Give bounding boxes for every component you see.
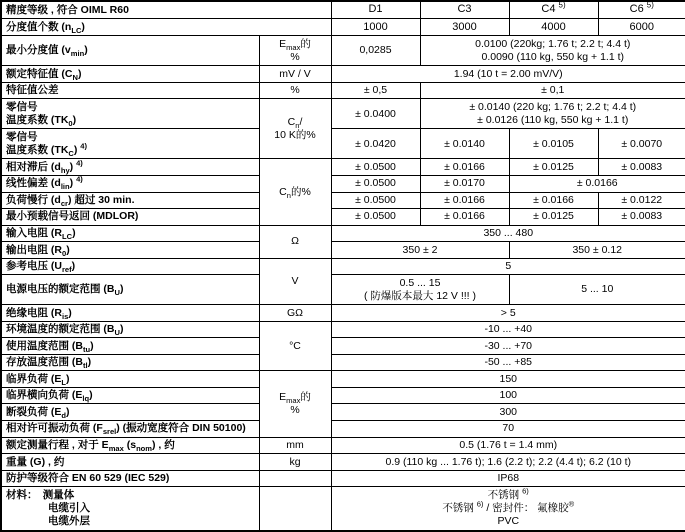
label-cell: 重量 (G) , 约 (1, 454, 259, 471)
value-cell: ± 0.0500 (331, 159, 420, 176)
label-cell: 绝缘电阻 $(R_{is})$ (1, 305, 259, 322)
unit-cell: $C_n/$ 10 K的% (259, 99, 331, 159)
label-cell: 使用温度范围 $(B_{tu})$ (1, 338, 259, 355)
table-row (1, 258, 685, 275)
value-cell: ± 0.0166 (509, 192, 598, 209)
value-cell: ± 0.0083 (598, 209, 685, 226)
unit-cell: °C (259, 321, 331, 371)
label-cell: 输入电阻 $(R_{LC})$ (1, 225, 259, 242)
table-row (1, 354, 685, 371)
label-cell: 电源电压的额定范围 $(B_U)$ (1, 275, 259, 305)
value-cell: 5 ... 10 (509, 275, 685, 305)
value-cell: ± 0.0166 (509, 175, 685, 192)
table-row (1, 305, 685, 322)
value-cell: 1.94 (10 t = 2.00 mV/V) (331, 66, 685, 83)
value-cell: ± 0.0125 (509, 159, 598, 176)
label-cell: 零信号 温度系数 $(TK_0)$ (1, 99, 259, 129)
value-cell: ± 0.0166 (420, 209, 509, 226)
table-row (1, 1, 685, 19)
colhead-cell: C6 $^{5)}$ (598, 1, 685, 19)
value-cell: ± 0.0070 (598, 129, 685, 159)
unit-cell: mV / V (259, 66, 331, 83)
value-cell: ± 0.0420 (331, 129, 420, 159)
value-cell: IP68 (331, 470, 685, 487)
table-row (1, 209, 685, 226)
label-cell: 相对许可振动负荷 $(F_{srel})$ (振动宽度符合 DIN 50100) (1, 421, 259, 438)
value-cell: 0.9 (110 kg ... 1.76 t); 1.6 (2.2 t); 2.2 (4.4 t); 6.2 (10 t) (331, 454, 685, 471)
colhead-cell: 6000 (598, 19, 685, 36)
table-row (1, 321, 685, 338)
table-row (1, 242, 685, 259)
unit-cell: Ω (259, 225, 331, 258)
unit-cell (259, 487, 331, 531)
label-cell: 特征值公差 (1, 82, 259, 99)
value-cell: ± 0.0166 (420, 192, 509, 209)
value-cell: 0,0285 (331, 36, 420, 66)
table-row (1, 159, 685, 176)
table-row (1, 129, 685, 159)
value-cell: ± 0,1 (420, 82, 685, 99)
value-cell: -50 ... +85 (331, 354, 685, 371)
unit-cell: $C_n$的% (259, 159, 331, 225)
value-cell: 0.0100 (220kg; 1.76 t; 2.2 t; 4.4 t) 0.0090 (110 kg, 550 kg + 1.1 t) (420, 36, 685, 66)
unit-cell: mm (259, 437, 331, 454)
value-cell: ± 0.0083 (598, 159, 685, 176)
value-cell: ± 0.0166 (420, 159, 509, 176)
value-cell: ± 0.0125 (509, 209, 598, 226)
value-cell: ± 0.0500 (331, 175, 420, 192)
value-cell: ± 0.0500 (331, 209, 420, 226)
unit-cell: V (259, 258, 331, 305)
value-cell: 0.5 (1.76 t = 1.4 mm) (331, 437, 685, 454)
table-row (1, 192, 685, 209)
label-cell: 精度等级 , 符合 OIML R60 (1, 1, 331, 19)
value-cell: ± 0.0122 (598, 192, 685, 209)
label-cell: 分度值个数 $(n_{LC})$ (1, 19, 331, 36)
table-row (1, 404, 685, 421)
table-row (1, 437, 685, 454)
table-row (1, 454, 685, 471)
value-cell: ± 0.0105 (509, 129, 598, 159)
value-cell: -30 ... +70 (331, 338, 685, 355)
label-cell: 输出电阻 $(R_0)$ (1, 242, 259, 259)
value-cell: 0.5 ... 15 ( 防爆版本最大 12 V !!! ) (331, 275, 509, 305)
table-row (1, 82, 685, 99)
colhead-cell: C3 (420, 1, 509, 19)
value-cell: 300 (331, 404, 685, 421)
table-row (1, 36, 685, 66)
table-row (1, 470, 685, 487)
label-cell: 临界横向负荷 $(E_{lq})$ (1, 387, 259, 404)
label-cell: 断裂负荷 $(E_d)$ (1, 404, 259, 421)
colhead-cell: C4 $^{5)}$ (509, 1, 598, 19)
value-cell: 100 (331, 387, 685, 404)
unit-cell: $E_{max}$的 % (259, 371, 331, 437)
label-cell: 额定测量行程 , 对于 $E_{max}$ $(s_{nom})$ , 约 (1, 437, 259, 454)
table-row (1, 225, 685, 242)
label-cell: 最小分度值 $(v_{min})$ (1, 36, 259, 66)
table-row (1, 371, 685, 388)
table-row (1, 387, 685, 404)
label-cell: 负荷慢行 $(d_{cr})$ 超过 30 min. (1, 192, 259, 209)
value-cell: > 5 (331, 305, 685, 322)
label-cell: 额定特征值 $(C_N)$ (1, 66, 259, 83)
colhead-cell: 3000 (420, 19, 509, 36)
label-cell: 零信号 温度系数 $(TK_C)$ $^{4)}$ (1, 129, 259, 159)
label-cell: 参考电压 $(U_{ref})$ (1, 258, 259, 275)
table-row (1, 487, 685, 531)
label-cell: 最小预载信号返回 (MDLOR) (1, 209, 259, 226)
value-cell: 350 ... 480 (331, 225, 685, 242)
value-cell: 350 ± 2 (331, 242, 509, 259)
table-row (1, 275, 685, 305)
value-cell: ± 0.0400 (331, 99, 420, 129)
value-cell: 5 (331, 258, 685, 275)
value-cell: -10 ... +40 (331, 321, 685, 338)
value-cell: 350 ± 0.12 (509, 242, 685, 259)
colhead-cell: 4000 (509, 19, 598, 36)
label-cell: 临界负荷 $(E_L)$ (1, 371, 259, 388)
label-cell: 环境温度的额定范围 $(B_U)$ (1, 321, 259, 338)
unit-cell: kg (259, 454, 331, 471)
value-cell: 70 (331, 421, 685, 438)
value-cell: ± 0.0140 (420, 129, 509, 159)
table-row (1, 338, 685, 355)
table-row (1, 19, 685, 36)
unit-cell: $E_{max}$的 % (259, 36, 331, 66)
unit-cell: % (259, 82, 331, 99)
value-cell: 不锈钢 $^{6)}$ 不锈钢 $^{6)}$ / 密封件： 氟橡胶® PVC (331, 487, 685, 531)
value-cell: ± 0.0500 (331, 192, 420, 209)
label-cell: 材料： 测量体 电缆引入 电缆外层 (1, 487, 259, 531)
value-cell: ± 0.0140 (220 kg; 1.76 t; 2.2 t; 4.4 t) ± 0.0126 (110 kg, 550 kg + 1.1 t) (420, 99, 685, 129)
table-row (1, 175, 685, 192)
value-cell: ± 0.0170 (420, 175, 509, 192)
value-cell: 150 (331, 371, 685, 388)
label-cell: 线性偏差 $(d_{lin})$ $^{4)}$ (1, 175, 259, 192)
table-row (1, 421, 685, 438)
colhead-cell: D1 (331, 1, 420, 19)
unit-cell (259, 470, 331, 487)
value-cell: ± 0,5 (331, 82, 420, 99)
spec-table-body (1, 1, 685, 531)
unit-cell: GΩ (259, 305, 331, 322)
label-cell: 相对滞后 $(d_{hy})$ $^{4)}$ (1, 159, 259, 176)
table-row (1, 66, 685, 83)
label-cell: 防护等级符合 EN 60 529 (IEC 529) (1, 470, 259, 487)
table-row (1, 99, 685, 129)
label-cell: 存放温度范围 $(B_{tl})$ (1, 354, 259, 371)
colhead-cell: 1000 (331, 19, 420, 36)
